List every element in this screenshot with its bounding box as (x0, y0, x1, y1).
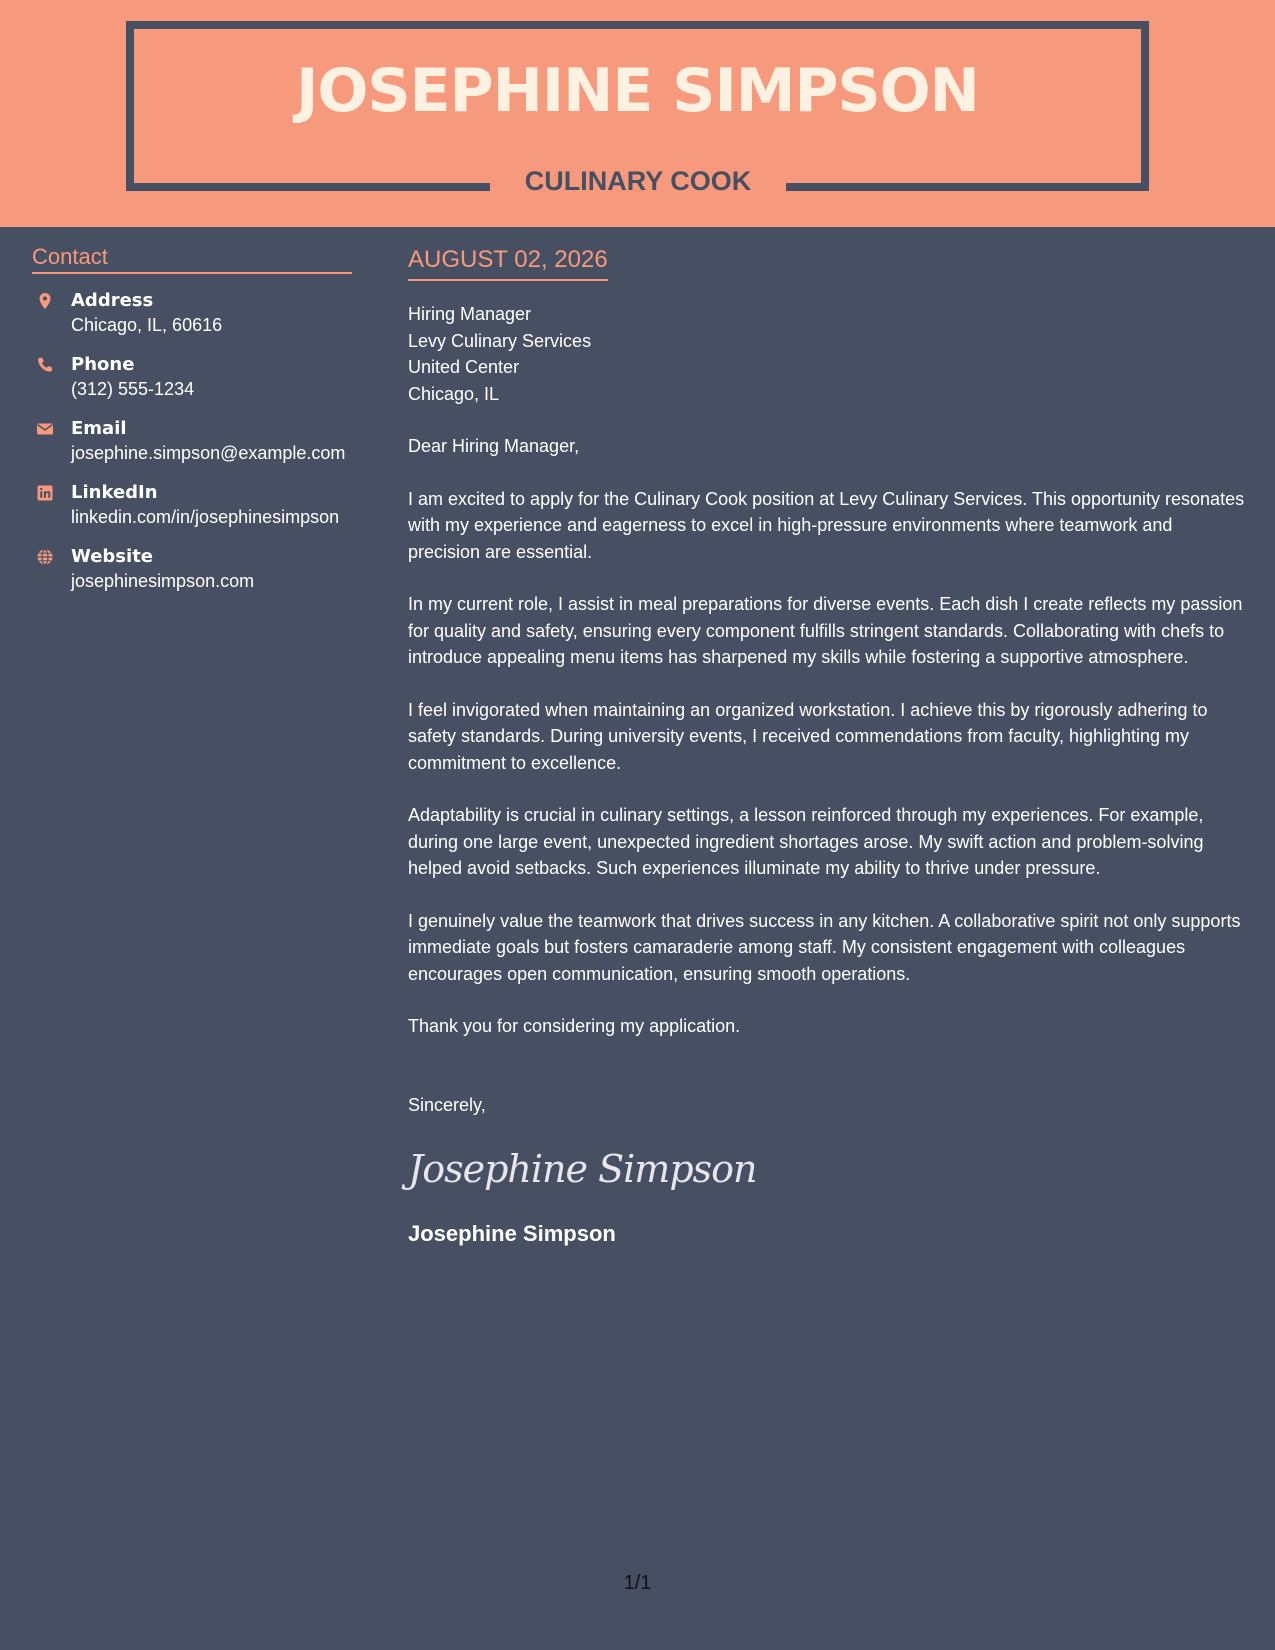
contact-value: Chicago, IL, 60616 (71, 315, 223, 335)
contact-value[interactable]: linkedin.com/in/josephinesimpson (71, 507, 340, 527)
recipient-line: Chicago, IL (408, 383, 500, 404)
letter-date: AUGUST 02, 2026 (408, 245, 608, 281)
header-frame-bottom-left (126, 183, 490, 191)
paragraph: Adaptability is crucial in culinary settings, a lesson reinforced through my experiences. For example, during one large event, unexpected ingredient shortages arose. My swift action and problem-solving helped avoid setbacks. Such experiences illuminate my ability to thrive under pressure. (408, 805, 1204, 878)
paragraph: Thank you for considering my application. (408, 1016, 741, 1036)
paragraph: I genuinely value the teamwork that drives success in any kitchen. A collaborative spirit not only supports immediate goals but fosters camaraderie among staff. My consistent engagement with colleagues encourages open communication, ensuring smooth operations. (408, 910, 1241, 984)
contact-email (32, 416, 352, 466)
contact-linkedin (32, 480, 352, 530)
contact-phone (32, 352, 352, 402)
salutation: Dear Hiring Manager, (408, 436, 580, 456)
phone-icon (36, 356, 54, 374)
contact-value[interactable]: josephine.simpson@example.com (71, 443, 346, 463)
applicant-name: JOSEPHINE SIMPSON (296, 56, 979, 126)
contact-value: (312) 555-1234 (71, 379, 195, 399)
contact-website (32, 544, 352, 594)
header-frame-bottom-right (786, 183, 1149, 191)
contact-value[interactable]: josephinesimpson.com (71, 571, 255, 591)
contact-address (32, 288, 352, 338)
contact-label: Website (71, 546, 154, 567)
contact-label: Address (71, 290, 154, 311)
paragraph: I feel invigorated when maintaining an organized workstation. I achieve this by rigorously adhering to safety standards. During university events, I received commendations from faculty, highlighting my commitment to excellence. (408, 699, 1208, 773)
contact-label: Phone (71, 354, 135, 375)
globe-icon (36, 548, 54, 566)
contact-section-title: Contact (32, 243, 352, 274)
linkedin-icon (36, 484, 54, 502)
recipient-line: Levy Culinary Services (408, 330, 592, 351)
letter-body (408, 245, 1248, 1248)
signer-name: Josephine Simpson (408, 1221, 616, 1246)
recipient-block (408, 301, 1248, 407)
paragraph: In my current role, I assist in meal preparations for diverse events. Each dish I create reflects my passion for quality and safety, ensuring every component fulfills stringent standards. Collaborating with chefs to introduce appealing menu items has sharpened my skills while fostering a supportive atmosphere. (408, 594, 1243, 667)
contact-sidebar (32, 243, 352, 594)
job-title: CULINARY COOK (524, 166, 752, 196)
contact-label: LinkedIn (71, 482, 158, 503)
handwritten-signature: Josephine Simpson (408, 1147, 757, 1191)
contact-label: Email (71, 418, 127, 439)
page-number: 1/1 (623, 1572, 652, 1594)
recipient-line: Hiring Manager (408, 304, 532, 324)
closing: Sincerely, (408, 1094, 486, 1115)
paragraph: I am excited to apply for the Culinary Cook position at Levy Culinary Services. This opportunity resonates with my experience and eagerness to excel in high-pressure environments where teamwork and precision are essential. (408, 488, 1245, 562)
map-pin-icon (36, 292, 54, 310)
envelope-icon (36, 420, 54, 438)
recipient-line: United Center (408, 357, 520, 377)
header-banner (0, 0, 1275, 227)
